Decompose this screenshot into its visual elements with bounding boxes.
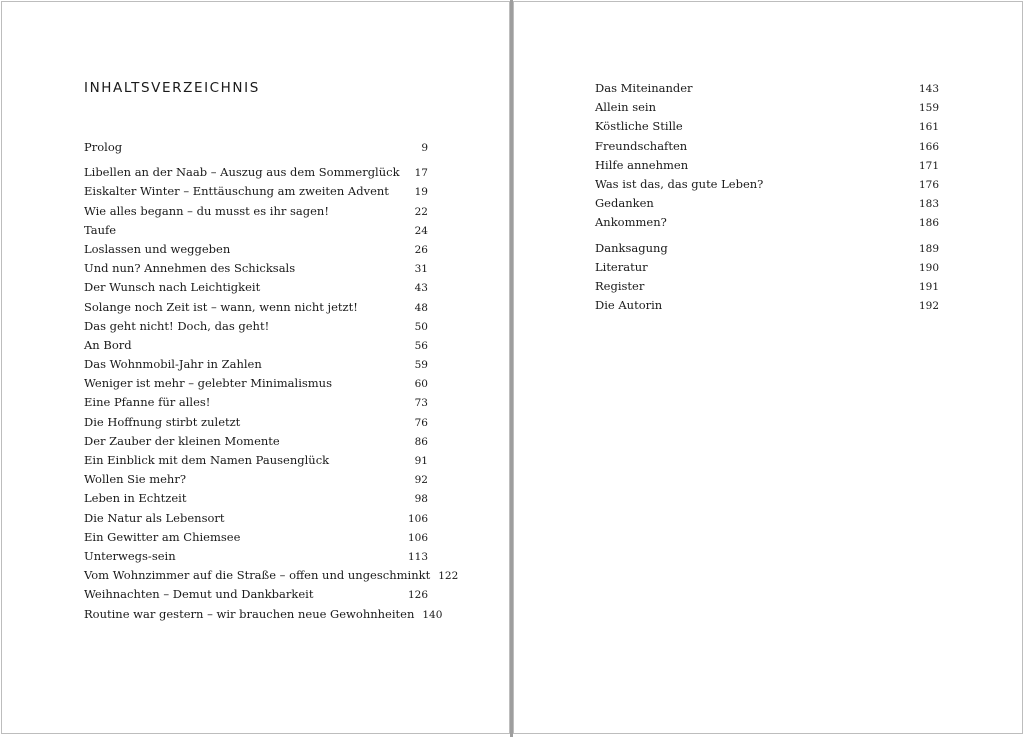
toc-entry-page: 143: [918, 83, 939, 95]
toc-entry-title: Leben in Echtzeit: [84, 491, 187, 506]
toc-entry: [84, 278, 428, 297]
toc-entry-title: Register: [595, 278, 645, 293]
toc-entry-page: 190: [918, 261, 939, 274]
toc-entry: [84, 163, 428, 182]
toc-entry: [84, 451, 428, 470]
toc-list-left: [84, 138, 459, 624]
toc-entry-page: 48: [414, 301, 428, 314]
toc-entry-title: Wollen Sie mehr?: [84, 472, 186, 487]
toc-entry: [84, 182, 428, 201]
toc-entry-page: 191: [918, 280, 939, 293]
toc-entry-title: Vom Wohnzimmer auf die Straße – offen und ungeschminkt: [84, 568, 431, 583]
toc-entry: [595, 213, 939, 232]
toc-entry: [595, 137, 939, 156]
toc-entry-title: Solange noch Zeit ist – wann, wenn nicht jetzt!: [84, 299, 358, 314]
toc-entry-title: Die Autorin: [595, 298, 663, 313]
toc-entry-page: 176: [918, 178, 939, 191]
toc-entry: [84, 605, 443, 624]
toc-entry-title: Das Miteinander: [595, 81, 693, 95]
toc-entry-title: Literatur: [595, 259, 648, 274]
toc-entry: [595, 175, 939, 194]
toc-entry-page: 159: [918, 102, 939, 115]
toc-entry: [84, 221, 428, 240]
toc-entry-page: 56: [414, 339, 428, 352]
toc-entry-title: Danksagung: [595, 240, 668, 255]
toc-entry-title: Unterwegs-sein: [84, 548, 176, 563]
toc-entry-title: Libellen an der Naab – Auszug aus dem Sommerglück: [84, 165, 400, 180]
toc-entry: [84, 240, 428, 259]
toc-entry: [84, 509, 428, 528]
toc-entry-page: 43: [414, 282, 428, 295]
toc-entry: [84, 547, 428, 566]
toc-entry-page: 140: [422, 608, 443, 621]
toc-entry: [84, 413, 428, 432]
toc-entry: [595, 156, 939, 175]
toc-entry-page: 19: [414, 186, 428, 199]
toc-entry-title: Die Hoffnung stirbt zuletzt: [84, 414, 241, 429]
toc-entry: [84, 298, 428, 317]
toc-entry-title: Eiskalter Winter – Enttäuschung am zweiten Advent: [84, 184, 389, 199]
toc-entry: [84, 336, 428, 355]
toc-entry-page: 166: [918, 140, 939, 153]
toc-entry: [595, 79, 939, 98]
toc-entry-page: 192: [918, 300, 939, 313]
toc-entry-title: Die Natur als Lebensort: [84, 510, 225, 525]
toc-entry-title: Ein Gewitter am Chiemsee: [84, 529, 241, 544]
toc-entry-title: Ankommen?: [595, 215, 667, 230]
toc-entry: [84, 489, 428, 508]
toc-entry: [595, 117, 939, 136]
toc-entry-title: Loslassen und weggeben: [84, 241, 231, 256]
left-page: [1, 1, 510, 734]
toc-entry-page: 50: [414, 320, 428, 333]
toc-entry-page: 91: [414, 455, 428, 467]
toc-entry-title: Taufe: [84, 222, 117, 237]
toc-entry: [84, 259, 428, 278]
toc-entry-page: 73: [414, 397, 428, 410]
toc-entry-page: 86: [414, 435, 428, 448]
toc-entry-page: 106: [407, 531, 428, 544]
toc-entry-title: Wie alles begann – du musst es ihr sagen!: [84, 203, 329, 218]
toc-entry-title: Routine war gestern – wir brauchen neue Gewohnheiten: [84, 606, 415, 621]
toc-entry-title: Und nun? Annehmen des Schicksals: [84, 261, 296, 276]
toc-entry: [84, 393, 428, 412]
toc-entry: [84, 202, 428, 221]
toc-entry: [595, 296, 939, 315]
toc-entry: [84, 432, 428, 451]
toc-entry-title: Freundschaften: [595, 138, 688, 153]
toc-entry-title: Eine Pfanne für alles!: [84, 395, 211, 410]
toc-entry: [595, 194, 939, 213]
toc-entry: [84, 585, 428, 604]
toc-entry-page: 24: [414, 224, 428, 237]
toc-entry-title: Prolog: [84, 140, 123, 154]
toc-entry-page: 98: [414, 493, 428, 506]
right-page: [513, 1, 1023, 734]
toc-entry-title: Der Zauber der kleinen Momente: [84, 433, 280, 448]
toc-entry-title: Hilfe annehmen: [595, 157, 689, 172]
toc-entry-title: Allein sein: [595, 100, 656, 115]
toc-entry-page: 171: [918, 159, 939, 172]
toc-entry: [595, 98, 939, 117]
toc-entry-title: Gedanken: [595, 196, 654, 211]
page-title: INHALTSVERZEICHNIS: [84, 80, 260, 96]
toc-entry: [84, 138, 428, 157]
toc-entry-page: 189: [918, 242, 939, 255]
toc-entry-page: 161: [918, 121, 939, 134]
toc-entry-page: 113: [407, 550, 428, 563]
toc-entry-title: An Bord: [84, 337, 132, 352]
toc-entry: [84, 470, 428, 489]
toc-entry: [595, 258, 939, 277]
toc-entry: [84, 566, 459, 585]
toc-entry-page: 122: [438, 570, 459, 583]
toc-entry: [84, 355, 428, 374]
toc-entry: [84, 374, 428, 393]
toc-entry: [595, 277, 939, 296]
toc-entry-title: Ein Einblick mit dem Namen Pausenglück: [84, 453, 330, 467]
toc-entry-page: 9: [421, 142, 428, 154]
toc-entry-page: 60: [414, 378, 428, 391]
toc-entry-title: Köstliche Stille: [595, 119, 683, 134]
toc-entry-title: Das geht nicht! Doch, das geht!: [84, 318, 270, 333]
toc-entry-page: 126: [407, 589, 428, 602]
toc-entry-page: 17: [414, 167, 428, 180]
toc-entry-title: Weihnachten – Demut und Dankbarkeit: [84, 587, 314, 602]
toc-entry-page: 106: [407, 512, 428, 525]
toc-entry-title: Weniger ist mehr – gelebter Minimalismus: [84, 376, 332, 391]
toc-entry-page: 31: [414, 263, 428, 276]
toc-entry-page: 76: [414, 416, 428, 429]
toc-list-right: [595, 79, 939, 315]
toc-entry-page: 59: [414, 359, 428, 372]
toc-entry-page: 22: [414, 205, 428, 218]
toc-entry: [84, 528, 428, 547]
toc-entry-title: Der Wunsch nach Leichtigkeit: [84, 280, 261, 295]
toc-entry-page: 26: [414, 243, 428, 256]
toc-entry: [595, 239, 939, 258]
toc-entry-page: 186: [918, 217, 939, 230]
toc-entry-page: 183: [918, 198, 939, 211]
toc-entry-page: 92: [414, 474, 428, 487]
toc-entry: [84, 317, 428, 336]
toc-entry-title: Das Wohnmobil-Jahr in Zahlen: [84, 357, 262, 372]
toc-entry-title: Was ist das, das gute Leben?: [595, 176, 764, 191]
